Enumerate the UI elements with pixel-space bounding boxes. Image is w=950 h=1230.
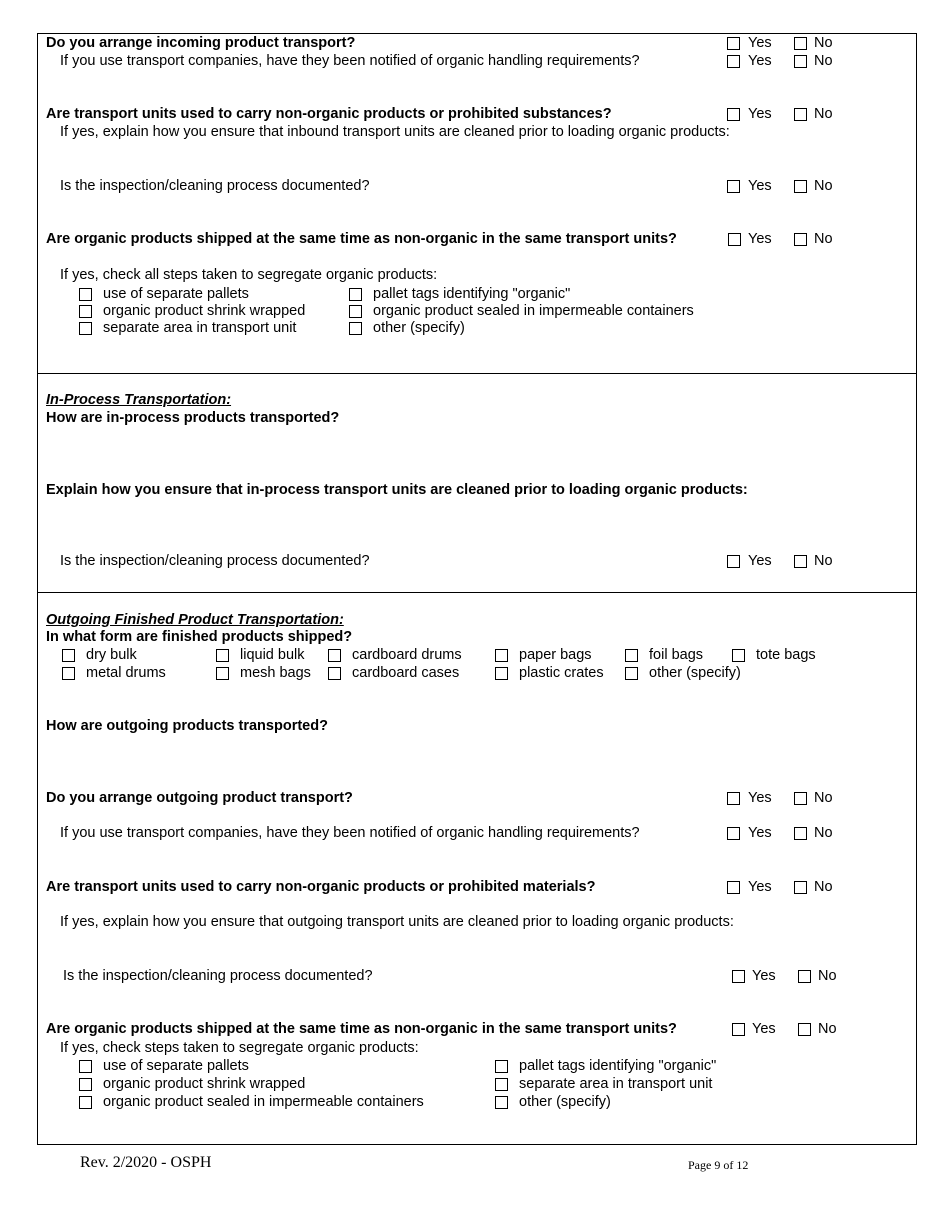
no-label: No bbox=[814, 879, 833, 895]
form-label: dry bulk bbox=[86, 647, 137, 663]
notified-incoming-no-checkbox[interactable] bbox=[794, 55, 807, 68]
documented-incoming-yes-checkbox[interactable] bbox=[727, 180, 740, 193]
out-step-checkbox-separate-pallets[interactable] bbox=[79, 1060, 92, 1073]
arrange-incoming-no-checkbox[interactable] bbox=[794, 37, 807, 50]
no-label: No bbox=[814, 825, 833, 841]
form-checkbox-mesh-bags[interactable] bbox=[216, 667, 229, 680]
shipped-incoming-yes-checkbox[interactable] bbox=[728, 233, 741, 246]
question-documented-incoming: Is the inspection/cleaning process documented? bbox=[60, 178, 370, 194]
form-label: mesh bags bbox=[240, 665, 311, 681]
yes-label: Yes bbox=[748, 178, 772, 194]
out-step-checkbox-separate-area[interactable] bbox=[495, 1078, 508, 1091]
question-arrange-incoming: Do you arrange incoming product transport? bbox=[46, 35, 356, 51]
question-notified-incoming: If you use transport companies, have they been notified of organic handling requirements? bbox=[60, 53, 640, 69]
documented-outgoing-no-checkbox[interactable] bbox=[798, 970, 811, 983]
form-checkbox-cardboard-drums[interactable] bbox=[328, 649, 341, 662]
units-incoming-yes-checkbox[interactable] bbox=[727, 108, 740, 121]
shipped-outgoing-no-checkbox[interactable] bbox=[798, 1023, 811, 1036]
footer-page-number: Page 9 of 12 bbox=[688, 1158, 749, 1172]
question-units-incoming: Are transport units used to carry non-organic products or prohibited substances? bbox=[46, 106, 612, 122]
footer-revision: Rev. 2/2020 - OSPH bbox=[80, 1154, 212, 1171]
step-label: organic product shrink wrapped bbox=[103, 1076, 306, 1092]
shipped-outgoing-yes-checkbox[interactable] bbox=[732, 1023, 745, 1036]
form-label: foil bags bbox=[649, 647, 704, 663]
step-label: separate area in transport unit bbox=[519, 1076, 713, 1092]
no-label: No bbox=[814, 231, 833, 247]
no-label: No bbox=[814, 178, 833, 194]
question-units-explain-outgoing: If yes, explain how you ensure that outgoing transport units are cleaned prior to loading organic products: bbox=[60, 914, 734, 930]
form-label: liquid bulk bbox=[240, 647, 305, 663]
shipped-incoming-no-checkbox[interactable] bbox=[794, 233, 807, 246]
form-checkbox-metal-drums[interactable] bbox=[62, 667, 75, 680]
step-label: pallet tags identifying "organic" bbox=[519, 1058, 717, 1074]
question-units-explain-incoming: If yes, explain how you ensure that inbound transport units are cleaned prior to loading organic products: bbox=[60, 124, 730, 140]
question-arrange-outgoing: Do you arrange outgoing product transport? bbox=[46, 790, 353, 806]
form-checkbox-plastic-crates[interactable] bbox=[495, 667, 508, 680]
notified-outgoing-no-checkbox[interactable] bbox=[794, 827, 807, 840]
out-step-checkbox-pallet-tags[interactable] bbox=[495, 1060, 508, 1073]
step-label: organic product sealed in impermeable containers bbox=[373, 303, 694, 319]
form-checkbox-tote-bags[interactable] bbox=[732, 649, 745, 662]
arrange-outgoing-yes-checkbox[interactable] bbox=[727, 792, 740, 805]
section-divider bbox=[37, 373, 917, 374]
question-documented-inprocess: Is the inspection/cleaning process documented? bbox=[60, 553, 370, 569]
yes-label: Yes bbox=[748, 53, 772, 69]
form-checkbox-dry-bulk[interactable] bbox=[62, 649, 75, 662]
question-units-outgoing: Are transport units used to carry non-organic products or prohibited materials? bbox=[46, 879, 596, 895]
question-shipped-outgoing: Are organic products shipped at the same time as non-organic in the same transport units? bbox=[46, 1021, 677, 1037]
step-label: other (specify) bbox=[519, 1094, 611, 1110]
yes-label: Yes bbox=[748, 35, 772, 51]
documented-incoming-no-checkbox[interactable] bbox=[794, 180, 807, 193]
form-label: tote bags bbox=[756, 647, 816, 663]
form-label: paper bags bbox=[519, 647, 592, 663]
step-label: use of separate pallets bbox=[103, 1058, 249, 1074]
units-incoming-no-checkbox[interactable] bbox=[794, 108, 807, 121]
yes-label: Yes bbox=[748, 231, 772, 247]
yes-label: Yes bbox=[748, 825, 772, 841]
form-label: metal drums bbox=[86, 665, 166, 681]
form-label: cardboard drums bbox=[352, 647, 462, 663]
question-how-inprocess: How are in-process products transported? bbox=[46, 410, 340, 426]
yes-label: Yes bbox=[752, 968, 776, 984]
question-explain-inprocess: Explain how you ensure that in-process transport units are cleaned prior to loading organic products: bbox=[46, 482, 748, 498]
section-divider bbox=[37, 592, 917, 593]
inprocess-heading: In-Process Transportation: bbox=[46, 392, 232, 408]
question-documented-outgoing: Is the inspection/cleaning process documented? bbox=[63, 968, 373, 984]
step-label: other (specify) bbox=[373, 320, 465, 336]
step-label: use of separate pallets bbox=[103, 286, 249, 302]
yes-label: Yes bbox=[748, 790, 772, 806]
form-label: plastic crates bbox=[519, 665, 604, 681]
step-label: organic product shrink wrapped bbox=[103, 303, 306, 319]
steps-intro-outgoing: If yes, check steps taken to segregate organic products: bbox=[60, 1040, 419, 1056]
form-checkbox-paper-bags[interactable] bbox=[495, 649, 508, 662]
form-checkbox-cardboard-cases[interactable] bbox=[328, 667, 341, 680]
no-label: No bbox=[814, 790, 833, 806]
notified-outgoing-yes-checkbox[interactable] bbox=[727, 827, 740, 840]
arrange-outgoing-no-checkbox[interactable] bbox=[794, 792, 807, 805]
no-label: No bbox=[814, 53, 833, 69]
form-checkbox-liquid-bulk[interactable] bbox=[216, 649, 229, 662]
step-label: organic product sealed in impermeable containers bbox=[103, 1094, 424, 1110]
step-label: separate area in transport unit bbox=[103, 320, 297, 336]
yes-label: Yes bbox=[748, 106, 772, 122]
documented-outgoing-yes-checkbox[interactable] bbox=[732, 970, 745, 983]
notified-incoming-yes-checkbox[interactable] bbox=[727, 55, 740, 68]
out-step-checkbox-sealed-containers[interactable] bbox=[79, 1096, 92, 1109]
units-outgoing-yes-checkbox[interactable] bbox=[727, 881, 740, 894]
step-checkbox-separate-pallets[interactable] bbox=[79, 288, 92, 301]
steps-intro-incoming: If yes, check all steps taken to segregate organic products: bbox=[60, 267, 438, 283]
no-label: No bbox=[818, 968, 837, 984]
arrange-incoming-yes-checkbox[interactable] bbox=[727, 37, 740, 50]
question-notified-outgoing: If you use transport companies, have they been notified of organic handling requirements? bbox=[60, 825, 640, 841]
no-label: No bbox=[814, 106, 833, 122]
no-label: No bbox=[814, 35, 833, 51]
units-outgoing-no-checkbox[interactable] bbox=[794, 881, 807, 894]
no-label: No bbox=[814, 553, 833, 569]
question-shipped-incoming: Are organic products shipped at the same time as non-organic in the same transport units? bbox=[46, 231, 677, 247]
no-label: No bbox=[818, 1021, 837, 1037]
out-step-checkbox-shrink-wrapped[interactable] bbox=[79, 1078, 92, 1091]
documented-inprocess-no-checkbox[interactable] bbox=[794, 555, 807, 568]
yes-label: Yes bbox=[748, 879, 772, 895]
out-step-checkbox-other[interactable] bbox=[495, 1096, 508, 1109]
step-label: pallet tags identifying "organic" bbox=[373, 286, 571, 302]
form-label: other (specify) bbox=[649, 665, 741, 681]
documented-inprocess-yes-checkbox[interactable] bbox=[727, 555, 740, 568]
question-form-outgoing: In what form are finished products shipped? bbox=[46, 629, 353, 645]
form-checkbox-foil-bags[interactable] bbox=[625, 649, 638, 662]
step-checkbox-separate-area[interactable] bbox=[79, 322, 92, 335]
step-checkbox-pallet-tags[interactable] bbox=[349, 288, 362, 301]
question-how-outgoing: How are outgoing products transported? bbox=[46, 718, 328, 734]
step-checkbox-shrink-wrapped[interactable] bbox=[79, 305, 92, 318]
yes-label: Yes bbox=[748, 553, 772, 569]
step-checkbox-other[interactable] bbox=[349, 322, 362, 335]
form-label: cardboard cases bbox=[352, 665, 460, 681]
step-checkbox-sealed-containers[interactable] bbox=[349, 305, 362, 318]
form-checkbox-other[interactable] bbox=[625, 667, 638, 680]
yes-label: Yes bbox=[752, 1021, 776, 1037]
outgoing-heading: Outgoing Finished Product Transportation: bbox=[46, 612, 344, 628]
